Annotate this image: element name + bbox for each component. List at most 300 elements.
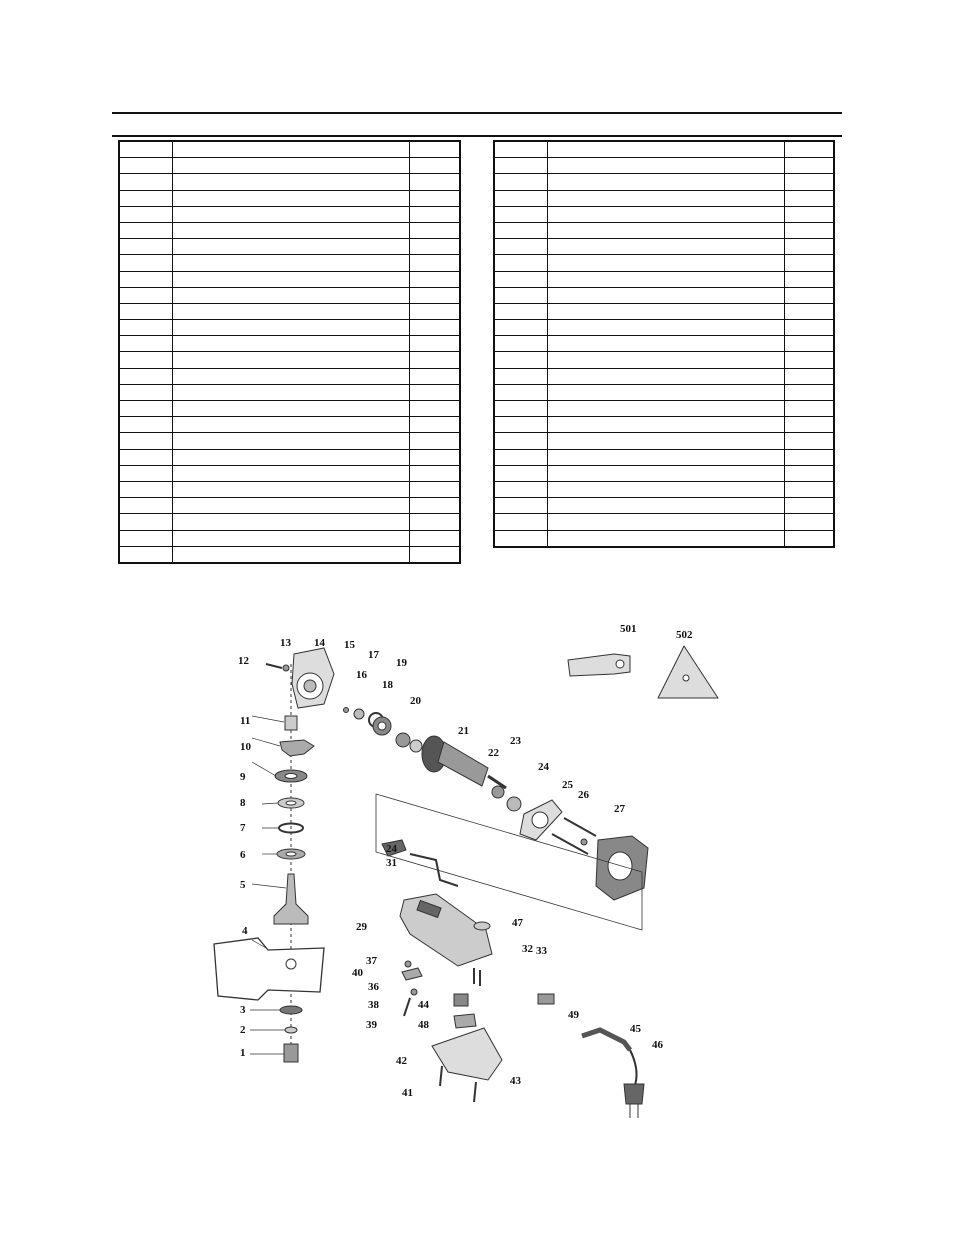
description-cell (548, 255, 784, 271)
screw-43-part (474, 1082, 476, 1102)
description-cell (173, 287, 409, 303)
description-cell (173, 481, 409, 497)
callout-46: 46 (652, 1039, 663, 1051)
callout-20: 20 (410, 695, 421, 707)
description-cell (173, 190, 409, 206)
table-row (494, 498, 834, 514)
callout-5: 5 (240, 879, 246, 891)
description-cell (548, 352, 784, 368)
qty-cell (409, 384, 460, 400)
table-row (119, 465, 460, 481)
table-row (494, 190, 834, 206)
description-cell (173, 384, 409, 400)
qty-cell (784, 271, 834, 287)
callout-2: 2 (240, 1024, 246, 1036)
leader-lines (250, 716, 286, 1054)
table-row (119, 158, 460, 174)
spring-part (404, 998, 410, 1016)
callout-15: 15 (344, 639, 355, 651)
callout-39: 39 (366, 1019, 377, 1031)
callout-48: 48 (418, 1019, 429, 1031)
callout-36: 36 (368, 981, 379, 993)
description-cell (548, 481, 784, 497)
callout-22: 22 (488, 747, 499, 759)
part-no-cell (494, 481, 548, 497)
terminal-part (411, 989, 417, 995)
description-cell (548, 368, 784, 384)
part-no-cell (119, 514, 173, 530)
description-cell (548, 465, 784, 481)
bearing-rear-part (492, 786, 504, 798)
callout-502: 502 (676, 629, 693, 641)
callout-41: 41 (402, 1087, 413, 1099)
table-row (494, 401, 834, 417)
part-no-cell (494, 401, 548, 417)
callout-29: 29 (356, 921, 367, 933)
callout-44: 44 (418, 999, 429, 1011)
qty-cell (409, 174, 460, 190)
qty-cell (784, 417, 834, 433)
qty-cell (409, 320, 460, 336)
table-row (494, 303, 834, 319)
part-no-cell (494, 320, 548, 336)
table-row (119, 449, 460, 465)
part-no-cell (494, 368, 548, 384)
part-no-cell (494, 158, 548, 174)
callout-6: 6 (240, 849, 246, 861)
qty-cell (409, 222, 460, 238)
bushing-part (354, 709, 364, 719)
callout-31: 31 (386, 857, 397, 869)
qty-cell (409, 206, 460, 222)
eccentric-part (373, 717, 391, 735)
description-cell (173, 433, 409, 449)
part-no-cell (119, 384, 173, 400)
stator-part (596, 836, 648, 900)
qty-cell (409, 449, 460, 465)
qty-cell (784, 433, 834, 449)
callout-9: 9 (240, 771, 246, 783)
callout-10: 10 (240, 741, 251, 753)
plug-part (624, 1084, 644, 1118)
table-row (119, 368, 460, 384)
part-no-cell (119, 158, 173, 174)
part-no-cell (494, 514, 548, 530)
part-no-cell (119, 271, 173, 287)
qty-cell (784, 190, 834, 206)
description-cell (173, 174, 409, 190)
callout-4: 4 (242, 925, 248, 937)
table-row (494, 433, 834, 449)
qty-cell (409, 141, 460, 158)
description-cell (173, 546, 409, 563)
part-no-cell (494, 449, 548, 465)
qty-cell (409, 190, 460, 206)
qty-cell (409, 498, 460, 514)
part-no-cell (119, 222, 173, 238)
description-cell (548, 271, 784, 287)
description-cell (548, 320, 784, 336)
callout-12: 12 (238, 655, 249, 667)
qty-cell (784, 239, 834, 255)
part-no-cell (119, 303, 173, 319)
sanding-pad-accessory (658, 646, 718, 698)
bolt-part (284, 1044, 298, 1062)
qty-cell (784, 303, 834, 319)
part-no-cell (119, 239, 173, 255)
callout-1: 1 (240, 1047, 246, 1059)
description-cell (548, 190, 784, 206)
qty-cell (784, 401, 834, 417)
description-cell (548, 336, 784, 352)
callout-17: 17 (368, 649, 379, 661)
callout-13: 13 (280, 637, 291, 649)
table-row (494, 368, 834, 384)
header-rule-top (112, 112, 842, 114)
qty-cell (784, 141, 834, 158)
qty-cell (784, 206, 834, 222)
callout-27: 27 (614, 803, 625, 815)
table-row (494, 320, 834, 336)
description-cell (548, 239, 784, 255)
description-cell (173, 239, 409, 255)
table-row (119, 190, 460, 206)
callout-47: 47 (512, 917, 523, 929)
qty-cell (409, 287, 460, 303)
table-row (494, 222, 834, 238)
part-no-cell (494, 465, 548, 481)
description-cell (173, 401, 409, 417)
qty-cell (784, 465, 834, 481)
qty-cell (409, 158, 460, 174)
callout-45: 45 (630, 1023, 641, 1035)
flat-washer-part (278, 798, 304, 808)
qty-cell (409, 352, 460, 368)
callout-24: 24 (538, 761, 549, 773)
description-cell (173, 320, 409, 336)
callout-8: 8 (240, 797, 246, 809)
qty-cell (409, 417, 460, 433)
qty-cell (409, 255, 460, 271)
part-no-cell (119, 417, 173, 433)
callout-11: 11 (240, 715, 251, 727)
qty-cell (409, 336, 460, 352)
table-row (119, 222, 460, 238)
callout-16: 16 (356, 669, 367, 681)
description-cell (548, 222, 784, 238)
qty-cell (784, 481, 834, 497)
blade-hole (286, 959, 296, 969)
callout-7: 7 (240, 822, 246, 834)
part-no-cell (119, 530, 173, 546)
description-cell (173, 530, 409, 546)
qty-cell (784, 498, 834, 514)
part-no-cell (494, 255, 548, 271)
table-row (119, 320, 460, 336)
qty-cell (784, 352, 834, 368)
part-no-cell (494, 222, 548, 238)
part-no-cell (119, 141, 173, 158)
table-row (119, 530, 460, 546)
part-no-cell (119, 546, 173, 563)
qty-cell (784, 255, 834, 271)
description-cell (548, 433, 784, 449)
part-no-cell (494, 190, 548, 206)
description-cell (173, 417, 409, 433)
part-no-cell (494, 141, 548, 158)
qty-cell (409, 401, 460, 417)
table-row (494, 141, 834, 158)
callout-26: 26 (578, 789, 589, 801)
part-no-cell (494, 530, 548, 547)
callout-33: 33 (536, 945, 547, 957)
callout-40: 40 (352, 967, 363, 979)
table-row (494, 158, 834, 174)
washer-part (283, 665, 289, 671)
part-no-cell (494, 206, 548, 222)
clamp-washer-part (280, 1006, 302, 1014)
qty-cell (409, 271, 460, 287)
table-row (119, 336, 460, 352)
description-cell (548, 158, 784, 174)
callout-24: 24 (386, 843, 397, 855)
table-row (119, 384, 460, 400)
description-cell (548, 417, 784, 433)
exploded-view-diagram (196, 604, 756, 1124)
carbon-brush-part (538, 994, 554, 1004)
clamp-screw-part (405, 961, 411, 967)
callout-25: 25 (562, 779, 573, 791)
part-no-cell (119, 190, 173, 206)
part-no-cell (494, 303, 548, 319)
qty-cell (784, 530, 834, 547)
header-rule-bottom (112, 135, 842, 137)
table-row (494, 287, 834, 303)
part-no-cell (119, 336, 173, 352)
description-cell (548, 384, 784, 400)
bearing-small-part (396, 733, 410, 747)
part-no-cell (494, 174, 548, 190)
description-cell (173, 352, 409, 368)
long-screw-part (564, 818, 596, 836)
description-cell (173, 336, 409, 352)
description-cell (173, 222, 409, 238)
callout-32: 32 (522, 943, 533, 955)
description-cell (173, 206, 409, 222)
blade-part (214, 938, 324, 1000)
callout-49: 49 (568, 1009, 579, 1021)
small-washer-part (285, 1027, 297, 1033)
part-no-cell (119, 465, 173, 481)
table-row (119, 514, 460, 530)
table-row (119, 174, 460, 190)
part-no-cell (119, 401, 173, 417)
table-row (119, 239, 460, 255)
table-row (119, 433, 460, 449)
description-cell (548, 514, 784, 530)
part-no-cell (119, 498, 173, 514)
fan-washer-part (410, 740, 422, 752)
callout-43: 43 (510, 1075, 521, 1087)
cable-clamp-part (402, 968, 422, 980)
part-no-cell (494, 352, 548, 368)
description-cell (548, 141, 784, 158)
table-row (494, 174, 834, 190)
qty-cell (409, 481, 460, 497)
table-row (494, 271, 834, 287)
description-cell (173, 303, 409, 319)
parts-table-left (118, 140, 461, 564)
table-row (119, 271, 460, 287)
description-cell (173, 514, 409, 530)
qty-cell (409, 433, 460, 449)
parts-table-right (493, 140, 835, 548)
part-no-cell (119, 287, 173, 303)
part-no-cell (119, 368, 173, 384)
bearing-sleeve-part (507, 797, 521, 811)
table-row (494, 530, 834, 547)
part-no-cell (119, 206, 173, 222)
part-no-cell (119, 352, 173, 368)
sleeve-part (285, 716, 297, 730)
qty-cell (784, 320, 834, 336)
callout-501: 501 (620, 623, 637, 635)
qty-cell (784, 449, 834, 465)
screw-part (266, 664, 282, 668)
table-row (119, 303, 460, 319)
part-no-cell (494, 433, 548, 449)
table-row (494, 336, 834, 352)
description-cell (548, 401, 784, 417)
armature-part (422, 736, 506, 788)
callout-37: 37 (366, 955, 377, 967)
part-no-cell (494, 271, 548, 287)
rear-cover-part (432, 1028, 502, 1080)
part-no-cell (119, 174, 173, 190)
saw-blade-accessory (568, 654, 630, 676)
brush-holder-part (581, 839, 587, 845)
table-row (119, 417, 460, 433)
table-row (494, 239, 834, 255)
qty-cell (409, 465, 460, 481)
callout-19: 19 (396, 657, 407, 669)
qty-cell (409, 303, 460, 319)
qty-cell (784, 368, 834, 384)
bearing-part (275, 770, 307, 782)
table-row (119, 498, 460, 514)
qty-cell (784, 158, 834, 174)
description-cell (173, 141, 409, 158)
callout-14: 14 (314, 637, 325, 649)
gear-housing-part (292, 648, 334, 708)
description-cell (173, 465, 409, 481)
table-row (494, 481, 834, 497)
description-cell (548, 303, 784, 319)
description-cell (548, 206, 784, 222)
capacitor-part (454, 994, 468, 1006)
qty-cell (409, 239, 460, 255)
description-cell (173, 271, 409, 287)
part-no-cell (494, 239, 548, 255)
switch-link-part (410, 854, 458, 886)
baffle-part (520, 800, 562, 840)
part-no-cell (119, 255, 173, 271)
callout-42: 42 (396, 1055, 407, 1067)
table-row (494, 352, 834, 368)
table-row (494, 206, 834, 222)
table-row (119, 287, 460, 303)
qty-cell (409, 368, 460, 384)
table-row (494, 417, 834, 433)
table-row (494, 465, 834, 481)
part-no-cell (494, 417, 548, 433)
description-cell (548, 498, 784, 514)
callout-18: 18 (382, 679, 393, 691)
table-row (119, 401, 460, 417)
table-row (119, 206, 460, 222)
table-row (119, 481, 460, 497)
part-no-cell (494, 336, 548, 352)
description-cell (548, 174, 784, 190)
part-no-cell (494, 498, 548, 514)
part-no-cell (119, 449, 173, 465)
callout-23: 23 (510, 735, 521, 747)
table-row (494, 449, 834, 465)
holder-part (454, 1014, 476, 1028)
description-cell (173, 498, 409, 514)
qty-cell (409, 546, 460, 563)
description-cell (173, 158, 409, 174)
description-cell (548, 530, 784, 547)
description-cell (173, 449, 409, 465)
callout-21: 21 (458, 725, 469, 737)
qty-cell (784, 336, 834, 352)
table-row (494, 514, 834, 530)
table-row (119, 546, 460, 563)
part-no-cell (119, 320, 173, 336)
description-cell (173, 255, 409, 271)
callout-38: 38 (368, 999, 379, 1011)
spindle-part (274, 874, 308, 924)
strain-relief-part (582, 1030, 630, 1050)
part-no-cell (494, 384, 548, 400)
table-row (119, 352, 460, 368)
screw-41-part (440, 1066, 442, 1086)
qty-cell (409, 530, 460, 546)
nameplate-part (474, 922, 490, 930)
table-row (119, 255, 460, 271)
part-no-cell (119, 433, 173, 449)
qty-cell (784, 287, 834, 303)
description-cell (548, 449, 784, 465)
qty-cell (784, 222, 834, 238)
table-row (494, 255, 834, 271)
pin-part (344, 708, 349, 713)
qty-cell (784, 174, 834, 190)
table-row (494, 384, 834, 400)
qty-cell (784, 514, 834, 530)
description-cell (173, 368, 409, 384)
qty-cell (409, 514, 460, 530)
fork-part (280, 740, 314, 756)
part-no-cell (119, 481, 173, 497)
flange-part (277, 849, 305, 859)
table-row (119, 141, 460, 158)
description-cell (548, 287, 784, 303)
qty-cell (784, 384, 834, 400)
part-no-cell (494, 287, 548, 303)
callout-3: 3 (240, 1004, 246, 1016)
